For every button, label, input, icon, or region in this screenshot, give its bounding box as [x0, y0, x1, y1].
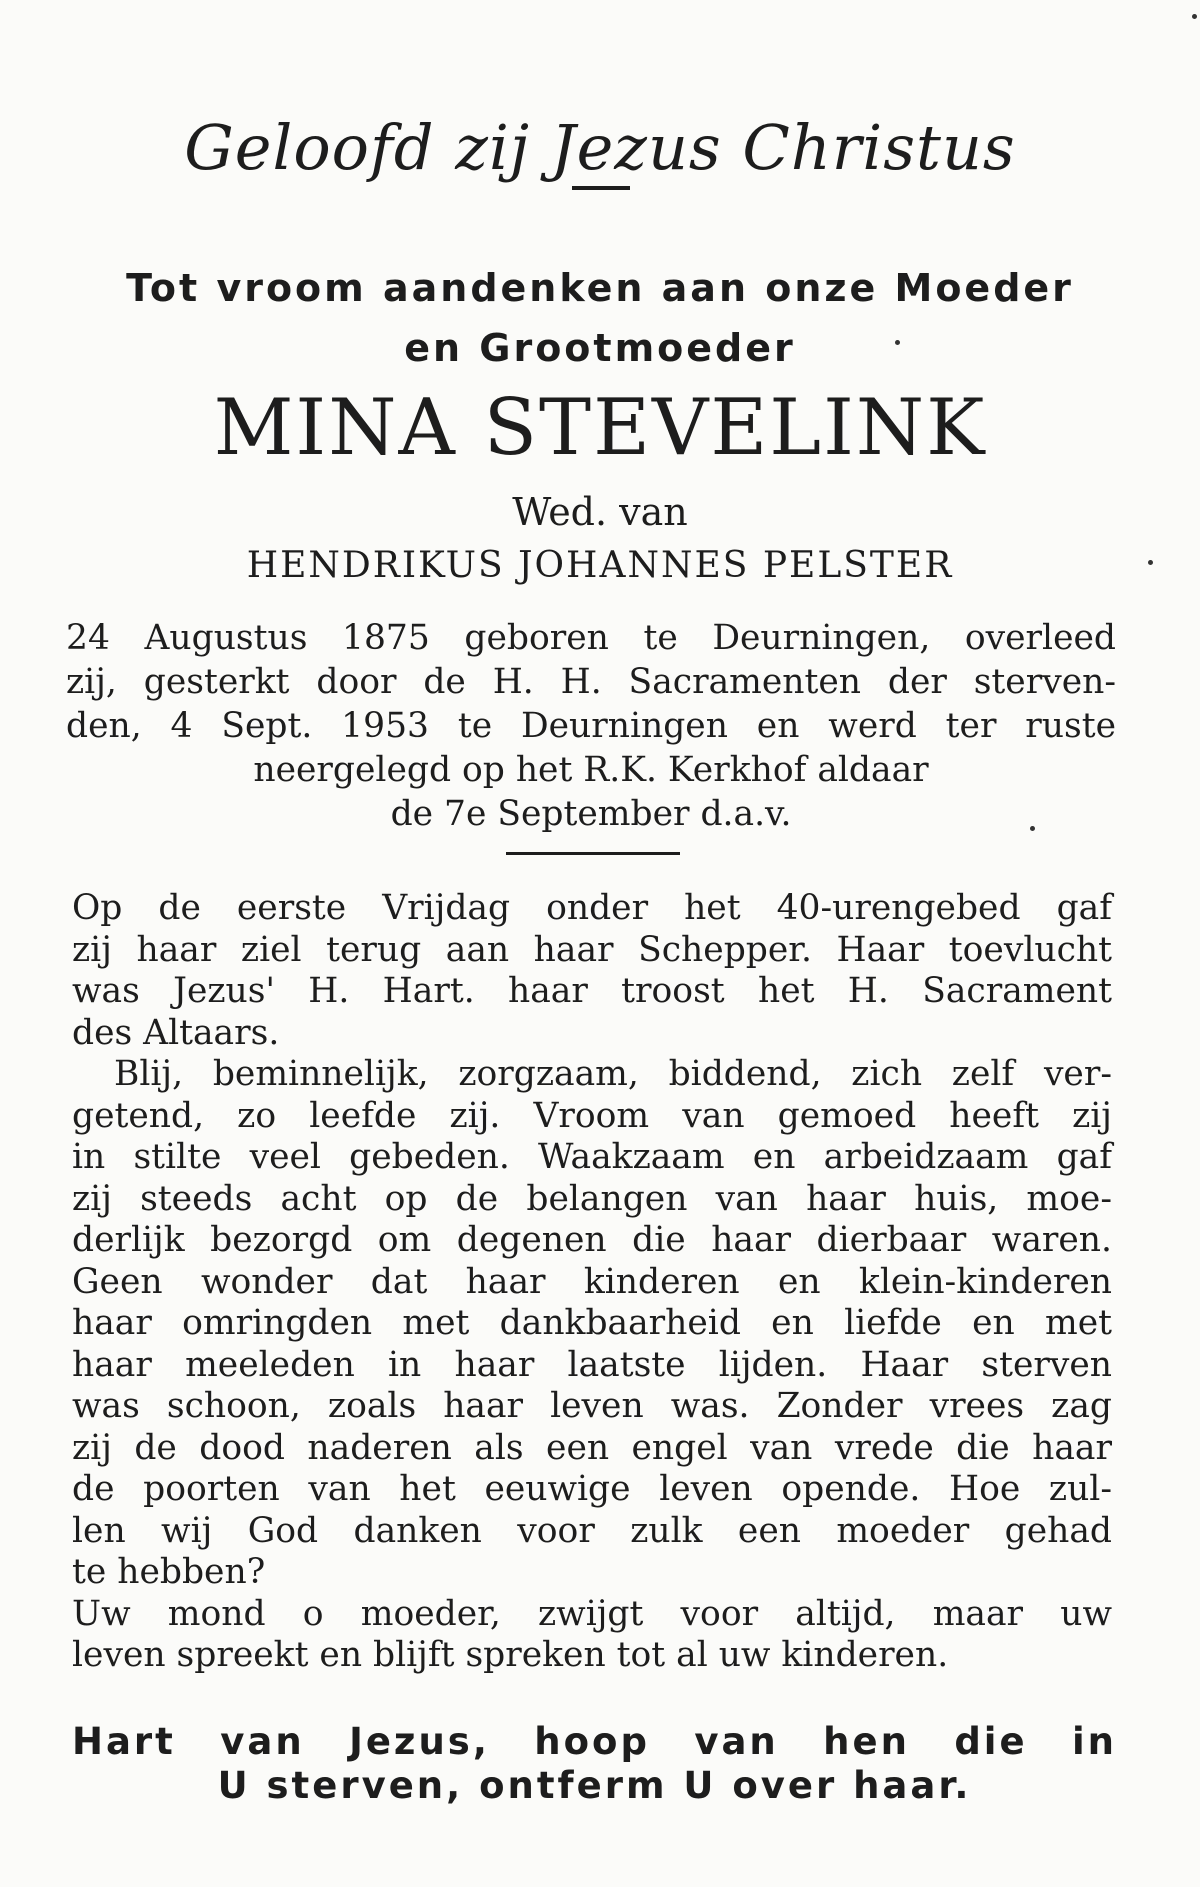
- prayer-line-2: U sterven, ontferm U over haar.: [217, 1764, 972, 1807]
- spouse-name: HENDRIKUS JOHANNES PELSTER: [246, 545, 954, 586]
- dedication-line-1: Tot vroom aandenken aan onze Moeder: [126, 266, 1074, 310]
- body-text: [72, 888, 1112, 1677]
- body-line: was schoon, zoals haar leven was. Zonder vrees zag: [72, 1386, 1112, 1426]
- biography-line: de 7e September d.a.v.: [390, 794, 792, 834]
- biography-line: zij, gesterkt door de H. H. Sacramenten der sterven-: [66, 662, 1116, 702]
- biography: [66, 616, 1116, 836]
- deceased-name: MINA STEVELINK: [213, 383, 987, 473]
- print-speck: [1192, 14, 1197, 19]
- paragraph-1: [72, 888, 1112, 1054]
- dedication: [40, 258, 1160, 378]
- body-line: te hebben?: [72, 1552, 266, 1592]
- body-line: zij haar ziel terug aan haar Schepper. Haar toevlucht: [72, 929, 1112, 970]
- body-line: haar meeleden in haar laatste lijden. Haar sterven: [72, 1344, 1112, 1385]
- print-speck: [1148, 560, 1153, 565]
- body-line: Op de eerste Vrijdag onder het 40-urengebed gaf: [72, 888, 1112, 928]
- body-line: derlijk bezorgd om degenen die haar dierbaar waren.: [72, 1220, 1112, 1260]
- print-speck: [1030, 826, 1035, 831]
- paragraph-3: [72, 1594, 1112, 1677]
- body-line: de poorten van het eeuwige leven opende. Hoe zul-: [72, 1469, 1112, 1509]
- prayer-line-1: Hart van Jezus, hoop van hen die in: [72, 1720, 1117, 1763]
- biography-line: den, 4 Sept. 1953 te Deurningen en werd ter ruste: [66, 706, 1116, 746]
- body-line: des Altaars.: [72, 1012, 280, 1053]
- widow-of-label: Wed. van: [512, 490, 688, 534]
- body-line: zij de dood naderen als een engel van vrede die haar: [72, 1427, 1112, 1468]
- invocation-heading: Geloofd zij Jezus Christus: [184, 111, 1016, 184]
- paragraph-2: [72, 1054, 1112, 1594]
- body-line: len wij God danken voor zulk een moeder gehad: [72, 1510, 1112, 1551]
- body-line: Uw mond o moeder, zwijgt voor altijd, maar uw: [72, 1593, 1112, 1634]
- body-line: getend, zo leefde zij. Vroom van gemoed heeft zij: [72, 1095, 1112, 1136]
- divider-middle: [506, 852, 680, 855]
- body-line: leven spreekt en blijft spreken tot al uw kinderen.: [72, 1635, 949, 1675]
- divider-top: [572, 186, 630, 190]
- body-line: haar omringden met dankbaarheid en liefde en met: [72, 1303, 1112, 1343]
- body-line: was Jezus' H. Hart. haar troost het H. Sacrament: [72, 971, 1112, 1011]
- body-line: zij steeds acht op de belangen van haar huis, moe-: [72, 1178, 1112, 1219]
- body-line: in stilte veel gebeden. Waakzaam en arbeidzaam gaf: [72, 1137, 1112, 1177]
- body-line: Geen wonder dat haar kinderen en klein-kinderen: [72, 1261, 1112, 1302]
- biography-line: 24 Augustus 1875 geboren te Deurningen, overleed: [66, 618, 1116, 658]
- print-speck: [895, 340, 900, 345]
- body-line: Blij, beminnelijk, zorgzaam, biddend, zich zelf ver-: [114, 1054, 1112, 1094]
- biography-line: neergelegd op het R.K. Kerkhof aldaar: [253, 750, 929, 790]
- closing-prayer: [72, 1720, 1117, 1808]
- dedication-line-2: en Grootmoeder: [404, 326, 796, 370]
